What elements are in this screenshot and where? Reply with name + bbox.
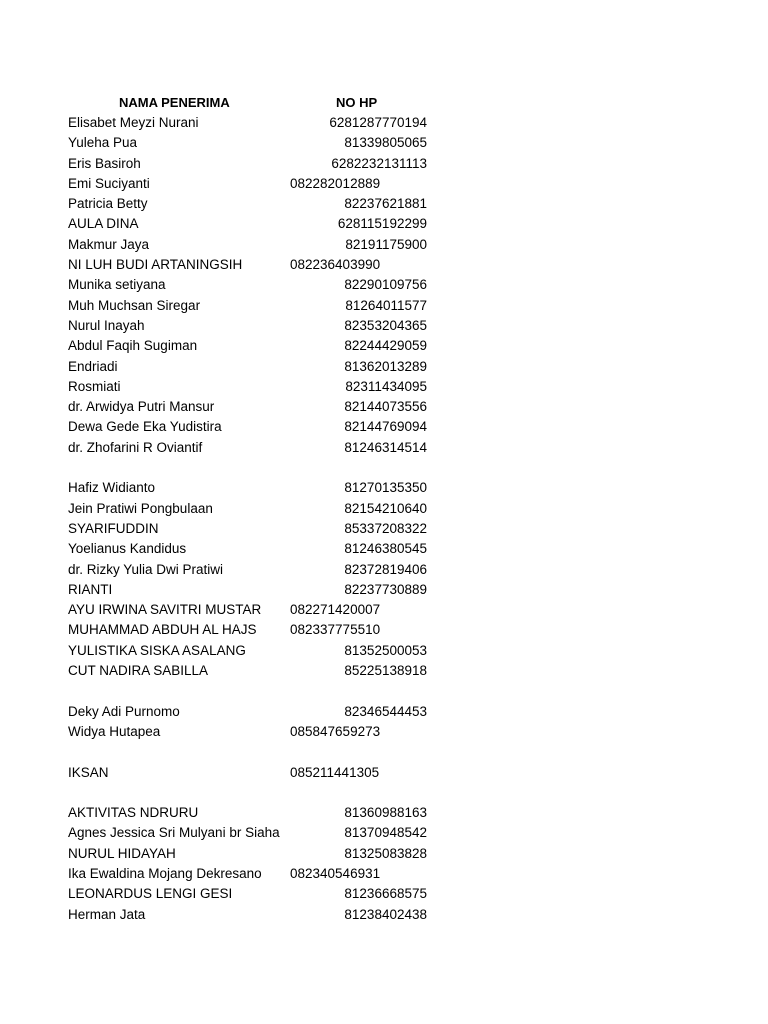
recipient-name: CUT NADIRA SABILLA xyxy=(68,663,209,679)
recipient-name: AKTIVITAS NDRURU xyxy=(68,805,199,821)
recipient-phone: 81264011577 xyxy=(345,297,427,313)
recipient-name: MUHAMMAD ABDUH AL HAJS xyxy=(68,622,257,638)
recipient-phone: 81362013289 xyxy=(344,358,427,374)
recipient-phone: 82311434095 xyxy=(345,378,427,394)
recipient-name: Widya Hutapea xyxy=(68,723,161,739)
table-row xyxy=(0,397,768,417)
table-row xyxy=(0,580,768,600)
table-row xyxy=(0,905,768,925)
recipient-phone: 082340546931 xyxy=(290,865,381,881)
table-row xyxy=(0,133,768,153)
recipient-phone: 082236403990 xyxy=(290,257,381,273)
recipient-phone: 6281287770194 xyxy=(329,115,427,130)
recipient-name: Muh Muchsan Siregar xyxy=(68,297,201,313)
recipient-name: AYU IRWINA SAVITRI MUSTAR xyxy=(68,602,262,618)
recipient-phone: 085211441305 xyxy=(290,764,380,780)
recipient-phone: 81325083828 xyxy=(344,845,427,861)
table-row xyxy=(0,235,768,255)
table-row xyxy=(0,438,768,458)
table-row xyxy=(0,539,768,559)
table-row xyxy=(0,641,768,661)
recipient-phone: 082271420007 xyxy=(290,602,381,618)
table-row xyxy=(0,458,768,478)
table-row xyxy=(0,357,768,377)
recipient-phone: 82144769094 xyxy=(344,419,427,435)
recipient-phone: 81246314514 xyxy=(344,439,427,455)
recipient-name: Makmur Jaya xyxy=(68,236,150,252)
table-row xyxy=(0,296,768,316)
recipient-list xyxy=(0,113,768,925)
recipient-name: Emi Suciyanti xyxy=(68,175,150,191)
recipient-phone: 81352500053 xyxy=(344,642,427,658)
recipient-phone: 81236668575 xyxy=(344,886,427,902)
recipient-phone: 82237621881 xyxy=(344,196,427,212)
recipient-phone: 82244429059 xyxy=(344,338,427,354)
recipient-phone: 082337775510 xyxy=(290,622,381,638)
recipient-name: Dewa Gede Eka Yudistira xyxy=(68,419,222,435)
table-row xyxy=(0,844,768,864)
recipient-phone: 6282232131113 xyxy=(331,155,427,171)
recipient-phone: 82290109756 xyxy=(344,277,427,293)
table-row xyxy=(0,620,768,640)
recipient-name: RIANTI xyxy=(68,581,113,597)
table-row xyxy=(0,742,768,762)
table-row xyxy=(0,519,768,539)
table-row xyxy=(0,417,768,437)
recipient-name: dr. Arwidya Putri Mansur xyxy=(68,399,215,415)
recipient-name: Hafiz Widianto xyxy=(68,480,156,496)
recipient-phone: 81238402438 xyxy=(344,906,427,922)
recipient-name: Patricia Betty xyxy=(68,196,148,212)
recipient-name: Elisabet Meyzi Nurani xyxy=(68,115,199,130)
table-row xyxy=(0,803,768,823)
recipient-phone: 81339805065 xyxy=(344,135,427,151)
recipient-name: Agnes Jessica Sri Mulyani br Siaha xyxy=(68,825,280,841)
table-row xyxy=(0,702,768,722)
recipient-phone: 81270135350 xyxy=(344,480,427,496)
recipient-name: Rosmiati xyxy=(68,378,121,394)
table-row xyxy=(0,783,768,803)
table-row xyxy=(0,316,768,336)
recipient-phone: 82154210640 xyxy=(344,500,427,516)
recipient-phone: 85225138918 xyxy=(344,663,427,679)
table-row xyxy=(0,174,768,194)
recipient-phone: 82191175900 xyxy=(345,236,427,252)
table-row xyxy=(0,275,768,295)
recipient-name: Nurul Inayah xyxy=(68,317,145,333)
recipient-name: Jein Pratiwi Pongbulaan xyxy=(68,500,213,516)
recipient-phone: 628115192299 xyxy=(337,216,427,232)
table-row xyxy=(0,113,768,133)
recipient-name: dr. Rizky Yulia Dwi Pratiwi xyxy=(68,561,224,577)
recipient-name: Ika Ewaldina Mojang Dekresano xyxy=(68,865,262,881)
table-header xyxy=(0,93,768,113)
recipient-phone: 81370948542 xyxy=(344,825,427,841)
recipient-name: NURUL HIDAYAH xyxy=(68,845,176,861)
table-row xyxy=(0,478,768,498)
recipient-name: Yuleha Pua xyxy=(68,135,138,151)
recipient-name: NI LUH BUDI ARTANINGSIH xyxy=(68,257,243,273)
recipient-name: YULISTIKA SISKA ASALANG xyxy=(68,642,246,658)
table-row xyxy=(0,884,768,904)
table-row xyxy=(0,560,768,580)
recipient-name: Munika setiyana xyxy=(68,277,166,293)
recipient-phone: 81246380545 xyxy=(344,541,427,557)
recipient-name: Herman Jata xyxy=(68,906,146,922)
table-row xyxy=(0,722,768,742)
recipient-phone: 82372819406 xyxy=(344,561,427,577)
table-row xyxy=(0,214,768,234)
table-row xyxy=(0,763,768,783)
recipient-name: Eris Basiroh xyxy=(68,155,141,171)
table-row xyxy=(0,864,768,884)
recipient-name: Yoelianus Kandidus xyxy=(68,541,187,557)
table-row xyxy=(0,336,768,356)
recipient-name: AULA DINA xyxy=(68,216,139,232)
recipient-name: Endriadi xyxy=(68,358,118,374)
table-row xyxy=(0,377,768,397)
recipient-phone: 085847659273 xyxy=(290,723,381,739)
recipient-phone: 81360988163 xyxy=(344,805,427,821)
table-row xyxy=(0,823,768,843)
column-header-phone: NO HP xyxy=(336,95,378,110)
recipient-phone: 82346544453 xyxy=(344,703,427,719)
recipient-phone: 82144073556 xyxy=(344,399,427,415)
recipient-phone: 082282012889 xyxy=(290,175,381,191)
table-row xyxy=(0,661,768,681)
recipient-name: LEONARDUS LENGI GESI xyxy=(68,886,233,902)
recipient-name: Deky Adi Purnomo xyxy=(68,703,180,719)
column-header-name: NAMA PENERIMA xyxy=(119,95,230,110)
table-row xyxy=(0,154,768,174)
recipient-name: Abdul Faqih Sugiman xyxy=(68,338,198,354)
recipient-phone: 85337208322 xyxy=(344,520,427,536)
recipient-name: SYARIFUDDIN xyxy=(68,520,159,536)
table-row xyxy=(0,255,768,275)
recipient-name: IKSAN xyxy=(68,764,109,780)
recipient-phone: 82237730889 xyxy=(344,581,427,597)
table-row xyxy=(0,600,768,620)
table-row xyxy=(0,499,768,519)
recipient-name: dr. Zhofarini R Oviantif xyxy=(68,439,203,455)
table-row xyxy=(0,194,768,214)
recipient-phone: 82353204365 xyxy=(344,317,427,333)
table-row xyxy=(0,681,768,701)
